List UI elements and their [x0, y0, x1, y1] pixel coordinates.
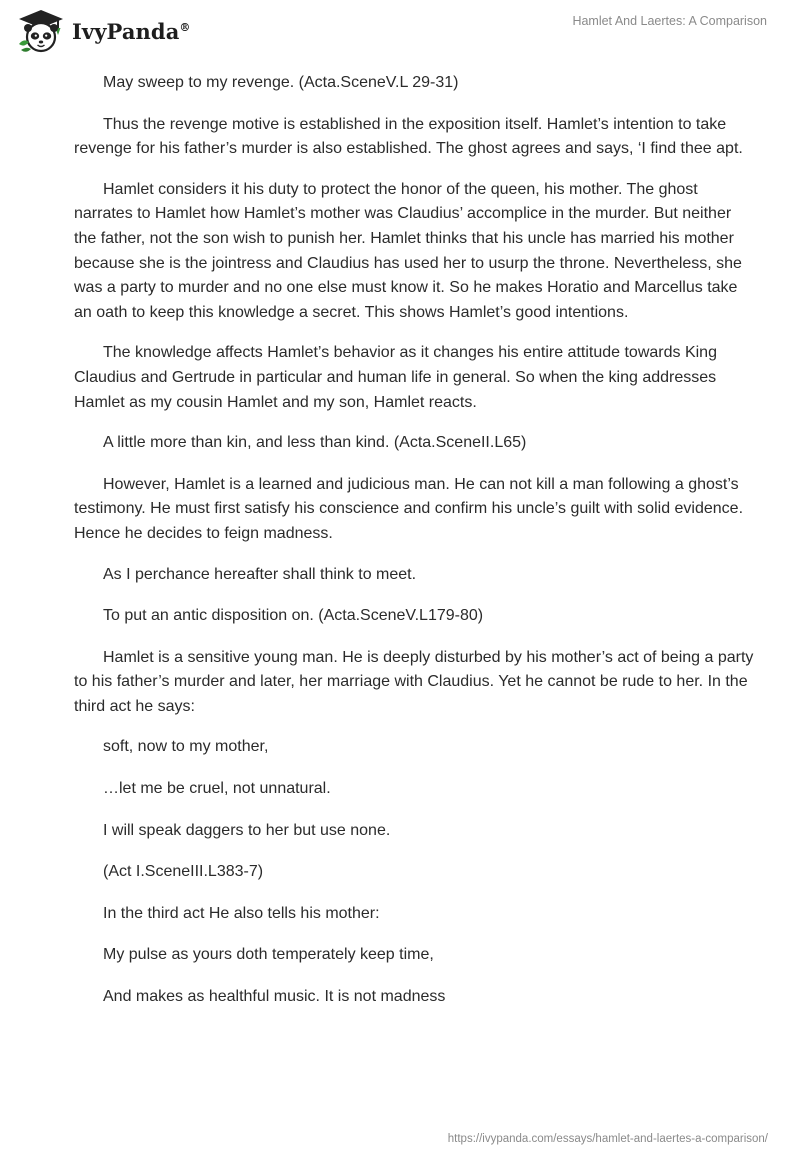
- document-title: Hamlet And Laertes: A Comparison: [572, 14, 767, 28]
- panda-graduate-icon: [16, 8, 66, 54]
- quote-line: And makes as healthful music. It is not madness: [103, 988, 446, 1006]
- body-paragraph: The knowledge affects Hamlet’s behavior as it changes his entire attitude towards King Claudius and Gertrude in particular and human life in general. So when the king addresses Hamlet as my cousin Hamlet and my son, Hamlet reacts.: [74, 344, 717, 411]
- quote-line: In the third act He also tells his mother:: [103, 904, 380, 922]
- essay-body: [74, 71, 754, 1027]
- body-paragraph: Hamlet is a sensitive young man. He is deeply disturbed by his mother’s act of being a party to his father’s murder and later, her marriage with Claudius. Yet he cannot be rude to her. In the third act he says:: [74, 648, 754, 715]
- source-url[interactable]: https://ivypanda.com/essays/hamlet-and-laertes-a-comparison/: [447, 1133, 768, 1145]
- quote-line: I will speak daggers to her but use none.: [103, 821, 391, 839]
- quote-line: soft, now to my mother,: [103, 738, 269, 756]
- quote-line: My pulse as yours doth temperately keep time,: [103, 946, 434, 964]
- body-paragraph: However, Hamlet is a learned and judicious man. He can not kill a man following a ghost’s testimony. He must first satisfy his conscience and confirm his uncle’s guilt with solid evidence. Hence he decides to feign madness.: [74, 475, 744, 542]
- quote-line: A little more than kin, and less than kind. (Acta.SceneII.L65): [103, 434, 527, 452]
- body-paragraph: Hamlet considers it his duty to protect the honor of the queen, his mother. The ghost narrates to Hamlet how Hamlet’s mother was Claudius’ accomplice in the murder. But neither the father, not the son wish to punish her. Hamlet thinks that his uncle has married his mother because she is the jointress and Claudius has used her to usurp the throne. Nevertheless, she was a party to murder and no one else must know it. So he makes Horatio and Marcellus take an oath to keep this knowledge a secret. This shows Hamlet’s good intentions.: [74, 180, 742, 321]
- quote-line: (Act I.SceneIII.L383-7): [103, 863, 264, 881]
- quote-line: As I perchance hereafter shall think to meet.: [103, 565, 417, 583]
- body-paragraph: Thus the revenge motive is established in the exposition itself. Hamlet’s intention to take revenge for his father’s murder is also established. The ghost agrees and says, ‘I find thee apt.: [74, 115, 743, 158]
- quote-line: To put an antic disposition on. (Acta.SceneV.L179-80): [103, 607, 484, 625]
- quote-line: May sweep to my revenge. (Acta.SceneV.L 29-31): [103, 74, 459, 91]
- brand-name: IvyPanda®: [72, 18, 191, 44]
- quote-line: …let me be cruel, not unnatural.: [103, 780, 331, 798]
- page-header: [0, 0, 800, 60]
- ivypanda-logo[interactable]: [16, 8, 191, 54]
